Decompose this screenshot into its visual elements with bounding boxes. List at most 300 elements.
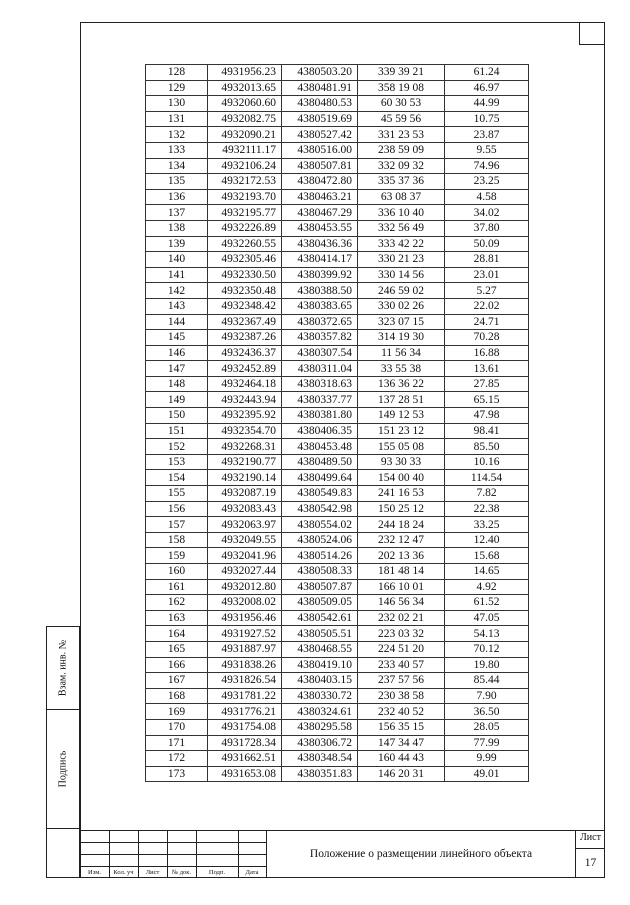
segment-length-cell: 47.98 (445, 408, 529, 424)
direction-angle-cell: 332 56 49 (358, 220, 445, 236)
table-row (146, 142, 529, 158)
direction-angle-cell: 202 13 36 (358, 548, 445, 564)
segment-length-cell: 46.97 (445, 80, 529, 96)
coord-x-cell: 4932387.26 (208, 330, 282, 346)
table-row (146, 657, 529, 673)
direction-angle-cell: 335 37 36 (358, 174, 445, 190)
coord-y-cell: 4380507.81 (282, 158, 358, 174)
table-row (146, 735, 529, 751)
segment-length-cell: 16.88 (445, 345, 529, 361)
coord-x-cell: 4932012.80 (208, 579, 282, 595)
point-number-cell: 149 (146, 392, 208, 408)
direction-angle-cell: 11 56 34 (358, 345, 445, 361)
segment-length-cell: 7.82 (445, 486, 529, 502)
segment-length-cell: 13.61 (445, 361, 529, 377)
direction-angle-cell: 136 36 22 (358, 376, 445, 392)
coord-y-cell: 4380388.50 (282, 283, 358, 299)
sheet-number: 17 (584, 857, 597, 869)
segment-length-cell: 5.27 (445, 283, 529, 299)
table-row (146, 65, 529, 81)
coord-x-cell: 4932087.19 (208, 486, 282, 502)
segment-length-cell: 10.16 (445, 454, 529, 470)
coord-y-cell: 4380503.20 (282, 65, 358, 81)
coord-x-cell: 4932049.55 (208, 532, 282, 548)
direction-angle-cell: 223 03 32 (358, 626, 445, 642)
coord-x-cell: 4932348.42 (208, 298, 282, 314)
segment-length-cell: 98.41 (445, 423, 529, 439)
segment-length-cell: 36.50 (445, 704, 529, 720)
point-number-cell: 168 (146, 688, 208, 704)
direction-angle-cell: 156 35 15 (358, 719, 445, 735)
vzam-inv-cell (46, 626, 80, 710)
segment-length-cell: 50.09 (445, 236, 529, 252)
coord-y-cell: 4380295.58 (282, 719, 358, 735)
table-row (146, 517, 529, 533)
point-number-cell: 159 (146, 548, 208, 564)
table-row (146, 220, 529, 236)
coord-y-cell: 4380467.29 (282, 205, 358, 221)
segment-length-cell: 22.38 (445, 501, 529, 517)
coord-y-cell: 4380509.05 (282, 595, 358, 611)
coord-y-cell: 4380403.15 (282, 673, 358, 689)
segment-length-cell: 65.15 (445, 392, 529, 408)
segment-length-cell: 33.25 (445, 517, 529, 533)
col-label-list: Лист (145, 869, 160, 876)
table-row (146, 454, 529, 470)
point-number-cell: 147 (146, 361, 208, 377)
col-label-data: Дата (245, 869, 259, 876)
direction-angle-cell: 237 57 56 (358, 673, 445, 689)
coord-x-cell: 4931927.52 (208, 626, 282, 642)
coord-y-cell: 4380348.54 (282, 751, 358, 767)
corner-box (579, 22, 605, 45)
point-number-cell: 154 (146, 470, 208, 486)
table-row (146, 376, 529, 392)
table-row (146, 96, 529, 112)
point-number-cell: 171 (146, 735, 208, 751)
point-number-cell: 166 (146, 657, 208, 673)
segment-length-cell: 27.85 (445, 376, 529, 392)
segment-length-cell: 24.71 (445, 314, 529, 330)
segment-length-cell: 44.99 (445, 96, 529, 112)
direction-angle-cell: 323 07 15 (358, 314, 445, 330)
direction-angle-cell: 238 59 09 (358, 142, 445, 158)
point-number-cell: 164 (146, 626, 208, 642)
coord-y-cell: 4380414.17 (282, 252, 358, 268)
coord-x-cell: 4932260.55 (208, 236, 282, 252)
direction-angle-cell: 244 18 24 (358, 517, 445, 533)
direction-angle-cell: 232 40 52 (358, 704, 445, 720)
coord-y-cell: 4380524.06 (282, 532, 358, 548)
direction-angle-cell: 146 56 34 (358, 595, 445, 611)
direction-angle-cell: 314 19 30 (358, 330, 445, 346)
segment-length-cell: 74.96 (445, 158, 529, 174)
coord-y-cell: 4380507.87 (282, 579, 358, 595)
point-number-cell: 148 (146, 376, 208, 392)
blank-cell (46, 828, 80, 878)
table-row (146, 392, 529, 408)
point-number-cell: 165 (146, 641, 208, 657)
segment-length-cell: 47.05 (445, 610, 529, 626)
coord-y-cell: 4380436.36 (282, 236, 358, 252)
segment-length-cell: 85.44 (445, 673, 529, 689)
point-number-cell: 160 (146, 564, 208, 580)
coord-y-cell: 4380307.54 (282, 345, 358, 361)
table-row (146, 766, 529, 782)
coord-x-cell: 4932268.31 (208, 439, 282, 455)
coord-y-cell: 4380549.83 (282, 486, 358, 502)
direction-angle-cell: 241 16 53 (358, 486, 445, 502)
point-number-cell: 169 (146, 704, 208, 720)
table-row (146, 595, 529, 611)
coord-y-cell: 4380519.69 (282, 111, 358, 127)
podpis-label: Подпись (57, 750, 69, 788)
direction-angle-cell: 230 38 58 (358, 688, 445, 704)
grid-line (80, 854, 266, 855)
coord-x-cell: 4932190.14 (208, 470, 282, 486)
point-number-cell: 129 (146, 80, 208, 96)
direction-angle-cell: 233 40 57 (358, 657, 445, 673)
podpis-cell (46, 709, 80, 829)
coord-x-cell: 4932090.21 (208, 127, 282, 143)
direction-angle-cell: 137 28 51 (358, 392, 445, 408)
coord-y-cell: 4380318.63 (282, 376, 358, 392)
point-number-cell: 140 (146, 252, 208, 268)
point-number-cell: 137 (146, 205, 208, 221)
coord-y-cell: 4380453.48 (282, 439, 358, 455)
grid-line (80, 866, 266, 867)
coord-x-cell: 4932354.70 (208, 423, 282, 439)
direction-angle-cell: 330 02 26 (358, 298, 445, 314)
point-number-cell: 158 (146, 532, 208, 548)
coord-x-cell: 4931781.22 (208, 688, 282, 704)
vzam-inv-label: Взам. инв. № (57, 639, 69, 697)
segment-length-cell: 77.99 (445, 735, 529, 751)
point-number-cell: 144 (146, 314, 208, 330)
direction-angle-cell: 150 25 12 (358, 501, 445, 517)
table-row (146, 330, 529, 346)
point-number-cell: 153 (146, 454, 208, 470)
table-row (146, 111, 529, 127)
segment-length-cell: 14.65 (445, 564, 529, 580)
coord-y-cell: 4380337.77 (282, 392, 358, 408)
direction-angle-cell: 332 09 32 (358, 158, 445, 174)
coord-y-cell: 4380468.55 (282, 641, 358, 657)
point-number-cell: 132 (146, 127, 208, 143)
segment-length-cell: 37.80 (445, 220, 529, 236)
coord-y-cell: 4380480.53 (282, 96, 358, 112)
segment-length-cell: 34.02 (445, 205, 529, 221)
point-number-cell: 136 (146, 189, 208, 205)
segment-length-cell: 49.01 (445, 766, 529, 782)
coord-x-cell: 4932190.77 (208, 454, 282, 470)
table-row (146, 610, 529, 626)
segment-length-cell: 4.92 (445, 579, 529, 595)
segment-length-cell: 22.02 (445, 298, 529, 314)
coord-x-cell: 4932082.75 (208, 111, 282, 127)
direction-angle-cell: 330 21 23 (358, 252, 445, 268)
segment-length-cell: 54.13 (445, 626, 529, 642)
segment-length-cell: 23.01 (445, 267, 529, 283)
segment-length-cell: 7.90 (445, 688, 529, 704)
coord-x-cell: 4931662.51 (208, 751, 282, 767)
table-row (146, 80, 529, 96)
direction-angle-cell: 358 19 08 (358, 80, 445, 96)
coord-y-cell: 4380419.10 (282, 657, 358, 673)
table-row (146, 345, 529, 361)
document-title-cell (266, 830, 576, 878)
coord-x-cell: 4932464.18 (208, 376, 282, 392)
point-number-cell: 141 (146, 267, 208, 283)
table-row (146, 423, 529, 439)
direction-angle-cell: 147 34 47 (358, 735, 445, 751)
coord-x-cell: 4932008.02 (208, 595, 282, 611)
point-number-cell: 155 (146, 486, 208, 502)
point-number-cell: 128 (146, 65, 208, 81)
coord-x-cell: 4932106.24 (208, 158, 282, 174)
direction-angle-cell: 146 20 31 (358, 766, 445, 782)
grid-line (80, 842, 266, 843)
table-row (146, 470, 529, 486)
coord-x-cell: 4932436.37 (208, 345, 282, 361)
table-row (146, 564, 529, 580)
coord-x-cell: 4932305.46 (208, 252, 282, 268)
point-number-cell: 130 (146, 96, 208, 112)
coord-x-cell: 4931728.34 (208, 735, 282, 751)
coord-x-cell: 4931826.54 (208, 673, 282, 689)
direction-angle-cell: 154 00 40 (358, 470, 445, 486)
coord-x-cell: 4931956.23 (208, 65, 282, 81)
coord-x-cell: 4932193.70 (208, 189, 282, 205)
point-number-cell: 143 (146, 298, 208, 314)
point-number-cell: 173 (146, 766, 208, 782)
point-number-cell: 161 (146, 579, 208, 595)
table-row (146, 626, 529, 642)
table-row (146, 158, 529, 174)
table-row (146, 688, 529, 704)
segment-length-cell: 23.87 (445, 127, 529, 143)
coord-x-cell: 4932367.49 (208, 314, 282, 330)
direction-angle-cell: 232 12 47 (358, 532, 445, 548)
coord-x-cell: 4932013.65 (208, 80, 282, 96)
direction-angle-cell: 63 08 37 (358, 189, 445, 205)
point-number-cell: 138 (146, 220, 208, 236)
coord-y-cell: 4380489.50 (282, 454, 358, 470)
document-title: Положение о размещении линейного объекта (309, 848, 533, 860)
direction-angle-cell: 339 39 21 (358, 65, 445, 81)
segment-length-cell: 12.40 (445, 532, 529, 548)
table-row (146, 174, 529, 190)
left-side-strip (46, 626, 80, 878)
segment-length-cell: 9.99 (445, 751, 529, 767)
table-row (146, 439, 529, 455)
revision-grid (80, 830, 266, 878)
segment-length-cell: 61.24 (445, 65, 529, 81)
segment-length-cell: 4.58 (445, 189, 529, 205)
direction-angle-cell: 224 51 20 (358, 641, 445, 657)
coord-y-cell: 4380542.98 (282, 501, 358, 517)
direction-angle-cell: 60 30 53 (358, 96, 445, 112)
direction-angle-cell: 336 10 40 (358, 205, 445, 221)
coord-x-cell: 4932443.94 (208, 392, 282, 408)
point-number-cell: 134 (146, 158, 208, 174)
coord-x-cell: 4932111.17 (208, 142, 282, 158)
point-number-cell: 170 (146, 719, 208, 735)
coord-y-cell: 4380499.64 (282, 470, 358, 486)
segment-length-cell: 70.12 (445, 641, 529, 657)
direction-angle-cell: 232 02 21 (358, 610, 445, 626)
direction-angle-cell: 246 59 02 (358, 283, 445, 299)
coord-y-cell: 4380306.72 (282, 735, 358, 751)
point-number-cell: 162 (146, 595, 208, 611)
point-number-cell: 172 (146, 751, 208, 767)
table-row (146, 267, 529, 283)
segment-length-cell: 70.28 (445, 330, 529, 346)
coord-x-cell: 4932195.77 (208, 205, 282, 221)
table-row (146, 205, 529, 221)
segment-length-cell: 114.54 (445, 470, 529, 486)
table-row (146, 579, 529, 595)
coord-x-cell: 4932083.43 (208, 501, 282, 517)
coord-x-cell: 4932060.60 (208, 96, 282, 112)
coord-y-cell: 4380516.00 (282, 142, 358, 158)
point-number-cell: 163 (146, 610, 208, 626)
table-row (146, 641, 529, 657)
table-row (146, 751, 529, 767)
direction-angle-cell: 149 12 53 (358, 408, 445, 424)
direction-angle-cell: 93 30 33 (358, 454, 445, 470)
direction-angle-cell: 45 59 56 (358, 111, 445, 127)
coord-y-cell: 4380311.04 (282, 361, 358, 377)
coord-x-cell: 4932226.89 (208, 220, 282, 236)
sheet-label: Лист (580, 832, 601, 843)
coord-y-cell: 4380383.65 (282, 298, 358, 314)
col-label-kol-uch: Кол. уч (113, 869, 134, 876)
segment-length-cell: 23.25 (445, 174, 529, 190)
table-row (146, 298, 529, 314)
segment-length-cell: 61.52 (445, 595, 529, 611)
coord-y-cell: 4380514.26 (282, 548, 358, 564)
coord-x-cell: 4931838.26 (208, 657, 282, 673)
coord-y-cell: 4380399.92 (282, 267, 358, 283)
segment-length-cell: 19.80 (445, 657, 529, 673)
coord-y-cell: 4380463.21 (282, 189, 358, 205)
segment-length-cell: 85.50 (445, 439, 529, 455)
coord-y-cell: 4380453.55 (282, 220, 358, 236)
direction-angle-cell: 330 14 56 (358, 267, 445, 283)
segment-length-cell: 28.05 (445, 719, 529, 735)
col-label-doc-num: № док. (171, 869, 192, 876)
point-number-cell: 131 (146, 111, 208, 127)
direction-angle-cell: 155 05 08 (358, 439, 445, 455)
point-number-cell: 167 (146, 673, 208, 689)
table-row (146, 189, 529, 205)
table-row (146, 236, 529, 252)
point-number-cell: 157 (146, 517, 208, 533)
table-row (146, 314, 529, 330)
coord-y-cell: 4380472.80 (282, 174, 358, 190)
sheet-divider (576, 848, 605, 849)
point-number-cell: 145 (146, 330, 208, 346)
direction-angle-cell: 333 42 22 (358, 236, 445, 252)
coord-x-cell: 4931653.08 (208, 766, 282, 782)
coord-y-cell: 4380351.83 (282, 766, 358, 782)
coord-x-cell: 4932041.96 (208, 548, 282, 564)
table-row (146, 408, 529, 424)
direction-angle-cell: 33 55 38 (358, 361, 445, 377)
point-number-cell: 151 (146, 423, 208, 439)
table-row (146, 673, 529, 689)
coord-x-cell: 4932395.92 (208, 408, 282, 424)
direction-angle-cell: 181 48 14 (358, 564, 445, 580)
direction-angle-cell: 166 10 01 (358, 579, 445, 595)
table-row (146, 252, 529, 268)
table-row (146, 719, 529, 735)
coord-y-cell: 4380508.33 (282, 564, 358, 580)
coord-x-cell: 4932172.53 (208, 174, 282, 190)
segment-length-cell: 10.75 (445, 111, 529, 127)
point-number-cell: 133 (146, 142, 208, 158)
coord-y-cell: 4380324.61 (282, 704, 358, 720)
point-number-cell: 156 (146, 501, 208, 517)
table-row (146, 704, 529, 720)
direction-angle-cell: 151 23 12 (358, 423, 445, 439)
point-number-cell: 142 (146, 283, 208, 299)
coord-x-cell: 4932350.48 (208, 283, 282, 299)
point-number-cell: 139 (146, 236, 208, 252)
coord-x-cell: 4931776.21 (208, 704, 282, 720)
segment-length-cell: 9.55 (445, 142, 529, 158)
coord-x-cell: 4931754.08 (208, 719, 282, 735)
coord-y-cell: 4380372.65 (282, 314, 358, 330)
table-row (146, 361, 529, 377)
coord-x-cell: 4932063.97 (208, 517, 282, 533)
segment-length-cell: 28.81 (445, 252, 529, 268)
table-row (146, 283, 529, 299)
point-number-cell: 146 (146, 345, 208, 361)
direction-angle-cell: 331 23 53 (358, 127, 445, 143)
coord-y-cell: 4380330.72 (282, 688, 358, 704)
col-label-podp: Подп. (208, 869, 226, 876)
direction-angle-cell: 160 44 43 (358, 751, 445, 767)
coord-y-cell: 4380381.80 (282, 408, 358, 424)
coord-y-cell: 4380505.51 (282, 626, 358, 642)
coord-y-cell: 4380554.02 (282, 517, 358, 533)
coordinates-table (145, 64, 529, 782)
point-number-cell: 152 (146, 439, 208, 455)
coord-y-cell: 4380357.82 (282, 330, 358, 346)
table-row (146, 127, 529, 143)
coord-x-cell: 4932027.44 (208, 564, 282, 580)
point-number-cell: 150 (146, 408, 208, 424)
coord-y-cell: 4380481.91 (282, 80, 358, 96)
title-block (80, 830, 605, 878)
coord-y-cell: 4380542.61 (282, 610, 358, 626)
table-row (146, 486, 529, 502)
coord-x-cell: 4931887.97 (208, 641, 282, 657)
coord-y-cell: 4380406.35 (282, 423, 358, 439)
table-row (146, 548, 529, 564)
table-row (146, 501, 529, 517)
coord-x-cell: 4931956.46 (208, 610, 282, 626)
point-number-cell: 135 (146, 174, 208, 190)
coord-x-cell: 4932452.89 (208, 361, 282, 377)
table-row (146, 532, 529, 548)
col-label-izm: Изм. (88, 869, 101, 876)
segment-length-cell: 15.68 (445, 548, 529, 564)
coord-y-cell: 4380527.42 (282, 127, 358, 143)
coord-x-cell: 4932330.50 (208, 267, 282, 283)
